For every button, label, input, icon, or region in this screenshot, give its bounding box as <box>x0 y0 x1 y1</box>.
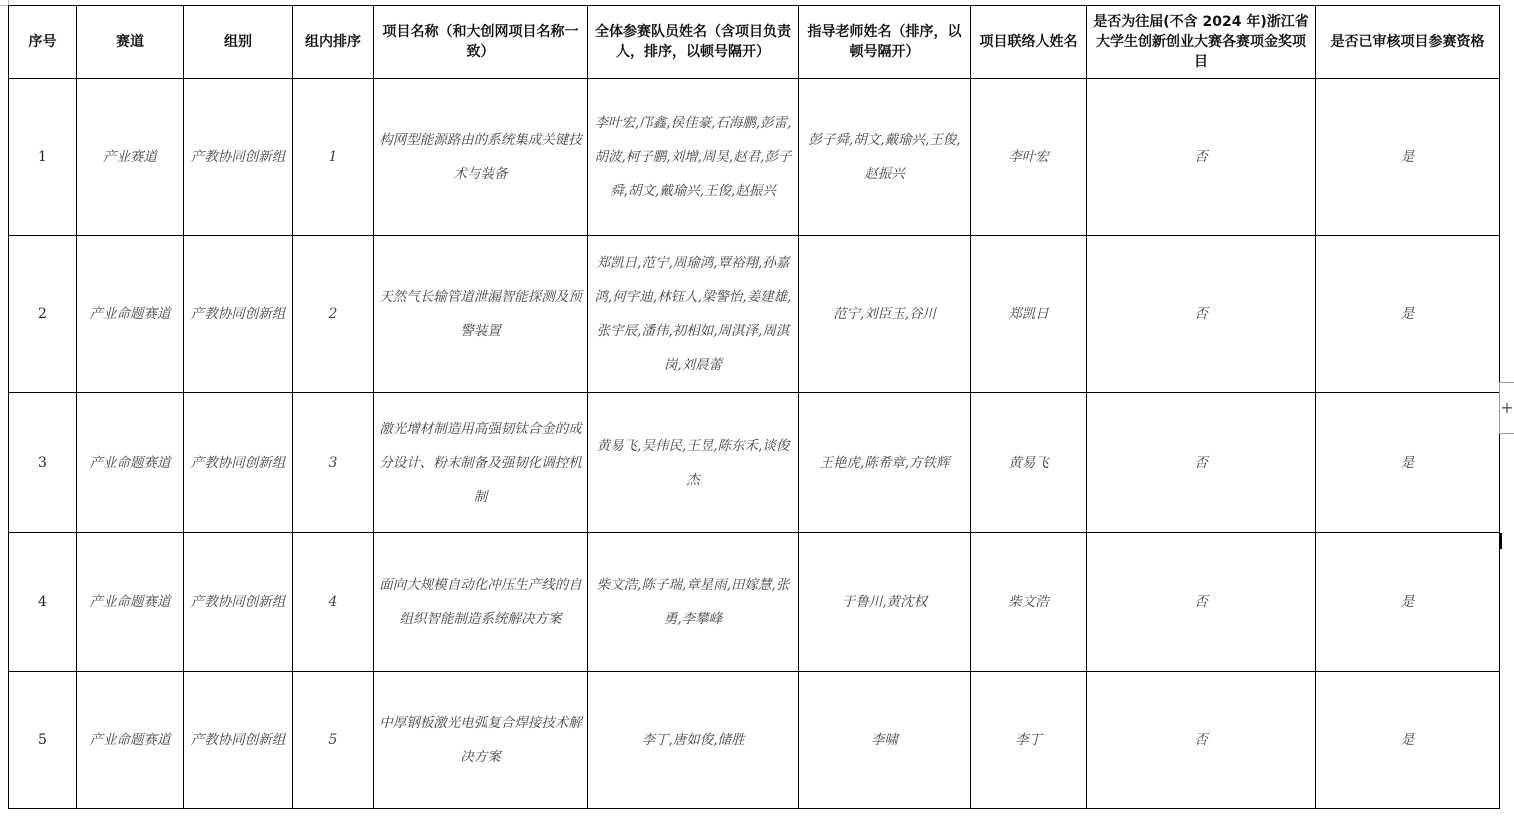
cell-contact: 郑凯日 <box>971 236 1087 393</box>
cell-track: 产业命题赛道 <box>77 236 184 393</box>
cell-project: 天然气长输管道泄漏智能探测及预警装置 <box>374 236 588 393</box>
cell-seq: 3 <box>9 393 77 532</box>
cell-contact: 李丁 <box>971 671 1087 808</box>
cell-seq: 5 <box>9 671 77 808</box>
header-reviewed: 是否已审核项目参赛资格 <box>1316 6 1500 79</box>
cell-group: 产教协同创新组 <box>184 532 293 671</box>
cell-teachers: 王艳虎,陈希章,方铁辉 <box>799 393 971 532</box>
cell-track: 产业命题赛道 <box>77 393 184 532</box>
cell-reviewed: 是 <box>1316 393 1500 532</box>
cell-project: 面向大规模自动化冲压生产线的自组织智能制造系统解决方案 <box>374 532 588 671</box>
cell-members: 黄易飞,吴伟民,王昱,陈东禾,谈俊杰 <box>588 393 799 532</box>
cell-past-gold: 否 <box>1087 393 1316 532</box>
cell-reviewed: 是 <box>1316 79 1500 236</box>
cell-contact: 李叶宏 <box>971 79 1087 236</box>
cell-past-gold: 否 <box>1087 236 1316 393</box>
cell-reviewed: 是 <box>1316 236 1500 393</box>
table-row <box>9 532 1500 671</box>
text-cursor-caret <box>1500 533 1502 549</box>
cell-reviewed: 是 <box>1316 671 1500 808</box>
cell-track: 产业命题赛道 <box>77 671 184 808</box>
header-teachers: 指导老师姓名（排序，以顿号隔开） <box>799 6 971 79</box>
cell-past-gold: 否 <box>1087 671 1316 808</box>
table-row <box>9 236 1500 393</box>
cell-members: 郑凯日,范宁,周瑜鸿,覃裕翔,孙嘉鸿,何宇迪,林钰人,梁警怡,姜建雄,张宇辰,潘伟,初相如,周淇泽,周淇岗,刘晨蕾 <box>588 236 799 393</box>
table-row <box>9 671 1500 808</box>
header-track: 赛道 <box>77 6 184 79</box>
table-row <box>9 79 1500 236</box>
cell-project: 激光增材制造用高强韧钛合金的成分设计、粉末制备及强韧化调控机制 <box>374 393 588 532</box>
project-table <box>8 5 1500 809</box>
cell-seq: 4 <box>9 532 77 671</box>
cell-group: 产教协同创新组 <box>184 79 293 236</box>
cell-track: 产业赛道 <box>77 79 184 236</box>
cell-rank: 2 <box>293 236 374 393</box>
cell-members: 柴文浩,陈子瑞,章星雨,田嫁慧,张勇,李攀峰 <box>588 532 799 671</box>
cell-teachers: 范宁,刘臣玉,谷川 <box>799 236 971 393</box>
cell-rank: 4 <box>293 532 374 671</box>
header-members: 全体参赛队员姓名（含项目负责人，排序，以顿号隔开） <box>588 6 799 79</box>
cell-members: 李丁,唐如俊,储胜 <box>588 671 799 808</box>
cell-past-gold: 否 <box>1087 532 1316 671</box>
cell-teachers: 彭子舜,胡文,戴瑜兴,王俊,赵振兴 <box>799 79 971 236</box>
header-past-gold: 是否为往届(不含 2024 年)浙江省大学生创新创业大赛各赛项金奖项目 <box>1087 6 1316 79</box>
cell-seq: 2 <box>9 236 77 393</box>
cell-past-gold: 否 <box>1087 79 1316 236</box>
cell-rank: 3 <box>293 393 374 532</box>
header-contact: 项目联络人姓名 <box>971 6 1087 79</box>
cell-rank: 5 <box>293 671 374 808</box>
cell-contact: 黄易飞 <box>971 393 1087 532</box>
header-group: 组别 <box>184 6 293 79</box>
cell-project: 中厚钢板激光电弧复合焊接技术解决方案 <box>374 671 588 808</box>
header-rank: 组内排序 <box>293 6 374 79</box>
cell-teachers: 李啸 <box>799 671 971 808</box>
cell-members: 李叶宏,邝鑫,侯佳豪,石海鹏,彭雷,胡波,柯子鹏,刘增,周昊,赵君,彭子舜,胡文,戴瑜兴,王俊,赵振兴 <box>588 79 799 236</box>
cell-teachers: 于鲁川,黄沈权 <box>799 532 971 671</box>
expand-handle[interactable] <box>1499 382 1514 434</box>
cell-project: 构网型能源路由的系统集成关键技术与装备 <box>374 79 588 236</box>
cell-track: 产业命题赛道 <box>77 532 184 671</box>
cell-group: 产教协同创新组 <box>184 236 293 393</box>
cell-rank: 1 <box>293 79 374 236</box>
cell-group: 产教协同创新组 <box>184 671 293 808</box>
registration-sheet <box>8 5 1499 809</box>
cell-contact: 柴文浩 <box>971 532 1087 671</box>
header-project: 项目名称（和大创网项目名称一致） <box>374 6 588 79</box>
header-seq: 序号 <box>9 6 77 79</box>
table-header-row <box>9 6 1500 79</box>
cell-reviewed: 是 <box>1316 532 1500 671</box>
table-row <box>9 393 1500 532</box>
cell-seq: 1 <box>9 79 77 236</box>
cell-group: 产教协同创新组 <box>184 393 293 532</box>
plus-icon: + <box>1500 398 1514 417</box>
